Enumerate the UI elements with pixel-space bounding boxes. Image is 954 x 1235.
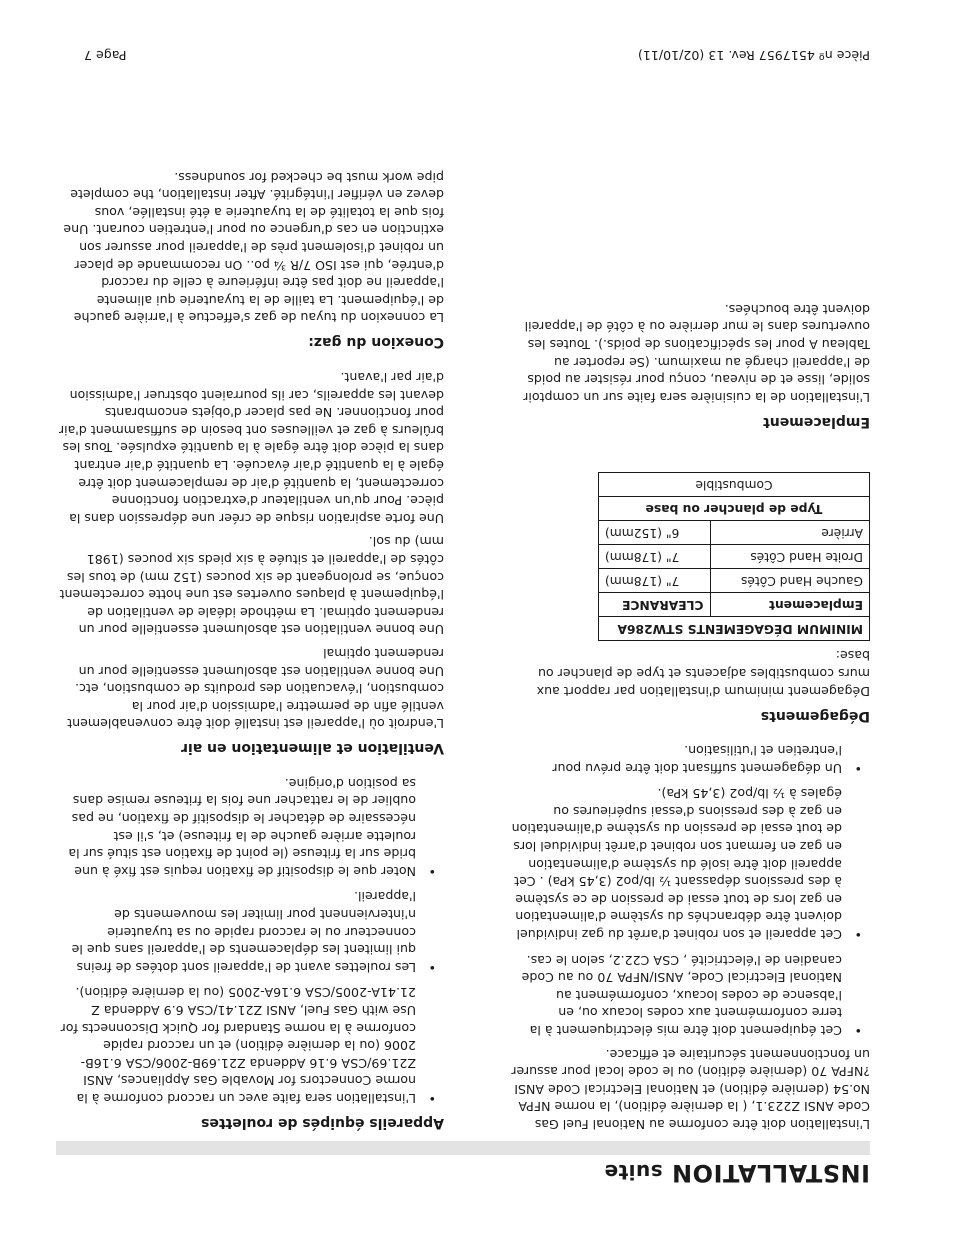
table-header-location: Emplacement [710, 592, 869, 616]
bullet-icon: • [428, 1091, 436, 1106]
table-header-row [599, 592, 870, 616]
clearances-heading: Dégagements [760, 707, 870, 724]
table-row [599, 568, 870, 592]
casters-bullets [58, 774, 444, 1107]
bullet-icon: • [854, 1023, 862, 1039]
installation-bullets [510, 742, 870, 1040]
table-row [599, 520, 870, 544]
clearance-table [598, 472, 870, 641]
bullet-text: Les roulettes avant de l'appareil sont dotées de freins qui limitent les déplacements de l'appareil sans que le connecteur ou le raccord rapide ou sa tuyauterie n'interviennent pour limiter les mouvements de l'appareil. [71, 889, 416, 975]
table-cell-location: Arrière [710, 520, 869, 544]
page-title [604, 1159, 870, 1187]
bullet-text: Un dégagement suffisant doit être prévu pour l'entretien et l'utilisation. [552, 743, 842, 776]
bullet-icon: • [854, 927, 862, 943]
intro-paragraph: L'installation doit être conforme au National Fuel Gas Code ANSI Z223.1, ( la dernière édition), la norme NFPA No.54 (dernière édition) et National Electrical Code ANSI ?NFPA 70 (dernière édition) ou le code local pour assurer un fonctionnement sécuritaire et efficace. [511, 1046, 870, 1132]
ventilation-paragraph-1: L'endroit où l'appareil est installé doit être convenablement ventilé afin de permettre l'admission d'air pour la combustion, l'évacuation des produits de combustion, etc. Une bonne ventilation est absolument essentielle pour un rendement optimal [67, 645, 444, 732]
bullet-clearance-service [510, 742, 870, 777]
table-floor-value: Combustible [599, 472, 870, 496]
table-caption: MINIMUM DÉGAGEMENTS STW286A [599, 616, 870, 640]
bullet-grounding [510, 951, 870, 1039]
table-cell-clearance: 6" (152mm) [599, 520, 711, 544]
casters-heading: Appareils équipés de roulettes [201, 1115, 444, 1131]
table-floor-value-row [599, 472, 870, 496]
bullet-connector-standard [58, 984, 444, 1107]
table-cell-clearance: 7" (178mm) [599, 544, 711, 568]
ventilation-paragraph-2: Une bonne ventilation est absolument essentielle pour un rendement optimal. La méthode idéale de ventilation de l'équipement à plaques ouvertes est une hotte correctement conçue, se prolongeant de six pouces (152 mm) de tous les côtés de l'appareil et située à six pieds six pouces (1981 mm) du sol. [59, 534, 444, 638]
bullet-caster-brakes [58, 888, 444, 976]
footer-page-number: Page 7 [84, 48, 127, 63]
bullet-text: Cet équipement doit être mis électriquement à la terre conformément aux codes locaux ou, en l'absence de codes locaux, conformément au National Electrical Code, ANSI/NFPA 70 ou au Code canadien de l'électricité , CSA C22.2, selon le cas. [521, 952, 842, 1039]
footer-part-number: Pièce nº 4517957 Rev. 13 (02/10/11) [637, 48, 870, 63]
gas-connection-paragraph: La connexion du tuyau de gaz s'effectue à l'arrière gauche de l'équipement. La taille de la tuyauterie qui alimente l'appareil ne doit pas être inférieure à celle du raccord d'entrée, qui est ISO 7/R ¾ po.. On recommande de placer un robinet d'isolement près de l'appareil pour assurer son extinction en cas d'urgence ou pour l'entretien courant. Une fois que la totalité de la tuyauterie a été installée, vous devez en vérifier l'intégrité. After installation, the complete pipe work must be checked for soundness. [63, 169, 444, 326]
table-floor-header: Type de plancher ou base [599, 496, 870, 520]
table-caption-row [599, 616, 870, 640]
table-header-clearance: CLEARANCE [599, 592, 711, 616]
table-floor-header-row [599, 496, 870, 520]
table-cell-clearance: 7" (178mm) [599, 568, 711, 592]
bullet-text: Cet appareil et son robinet d'arrêt du gaz individuel doivent être débranchés du système d'alimentation en gaz lors de tout essai de pression de ce système à des pressions dépassant ½ lb/po2 (3,45 kPa) . Cet appareil doit être isolé du système d'alimentation en gaz en fermant son robinet d'arrêt individuel lors de tout essai de pression du système d'alimentation en gaz à des pressions d'essai supérieures ou égales à ½ lb/po2 (3,45 kPa). [511, 786, 842, 943]
table-cell-location: Droite Hand Côtés [710, 544, 869, 568]
table-cell-location: Gauche Hand Côtés [710, 568, 869, 592]
gas-connection-heading: Conexion du gaz: [308, 334, 444, 351]
bullet-icon: • [428, 863, 436, 879]
bullet-icon: • [428, 959, 436, 975]
title-suffix: suite [604, 1160, 663, 1184]
bullet-icon: • [854, 760, 862, 776]
ventilation-paragraph-3: Une forte aspiration risque de créer une dépression dans la pièce. Pour qu'un ventilateur d'extraction fonctionne correctement, la quantité d'air de remplacement doit être égale à la quantité d'air évacuée. La quantité d'air entrant dans la pièce doit être égale à la quantité expulsée. Tous les brûleurs à gaz et veilleuses ont besoin de suffisamment d'air pour fonctionner. Ne pas placer d'objets encombrants devant les appareils, car ils pourraient obstruer l'admission d'air par l'avant. [58, 370, 444, 526]
title-main: INSTALLATION [671, 1159, 870, 1187]
bullet-text: L'installation sera faite avec un raccord conforme à la norme Connectors for Movable Gas Appliances, ANSI Z21.69/CSA 6.16 Addenda Z21.69B-2006/CSA 6.16B-2006 (ou la dernière édition) et un raccord rapide conforme à la norme Standard for Quick Disconnects for Use with Gas Fuel, ANSI Z21.41/CSA 6.9 Addenda Z 21.41A-2005/CSA 6.16A-2005 (ou la dernière édition). [60, 985, 416, 1106]
bullet-text: Noter que le dispositif de fixation requis est fixé à une bride sur la friteuse (le point de fixation est situé sur la roulette arrière gauche de la friteuse) et, s'il est nécessaire de détacher le dispositif de fixation, ne pas oublier de le rattacher une fois la friteuse remise dans sa position d'origine. [68, 775, 416, 879]
table-row [599, 544, 870, 568]
location-paragraph: L'installation de la cuisinière sera faite sur un comptoir solide, lisse et de niveau, conçu pour résister au poids de l'appareil chargé au maximum. (Se reporter au Tableau A pour les spécifications de poids.). Toutes les ouvertures dans le mur derrière ou à côté de l'appareil doivent être bouchées. [523, 301, 870, 405]
title-underline-bar [56, 1141, 870, 1155]
right-column [58, 162, 444, 1133]
bullet-restraint [58, 774, 444, 880]
bullet-gas-pressure [510, 785, 870, 943]
left-column [510, 294, 870, 1133]
location-heading: Emplacement [763, 413, 870, 430]
clearances-paragraph: Dégagement minimum d'installation par rapport aux murs combustibles adjacents et type de plancher ou base: [536, 648, 870, 699]
ventilation-heading: Ventilation et alimentation en air [181, 740, 444, 757]
